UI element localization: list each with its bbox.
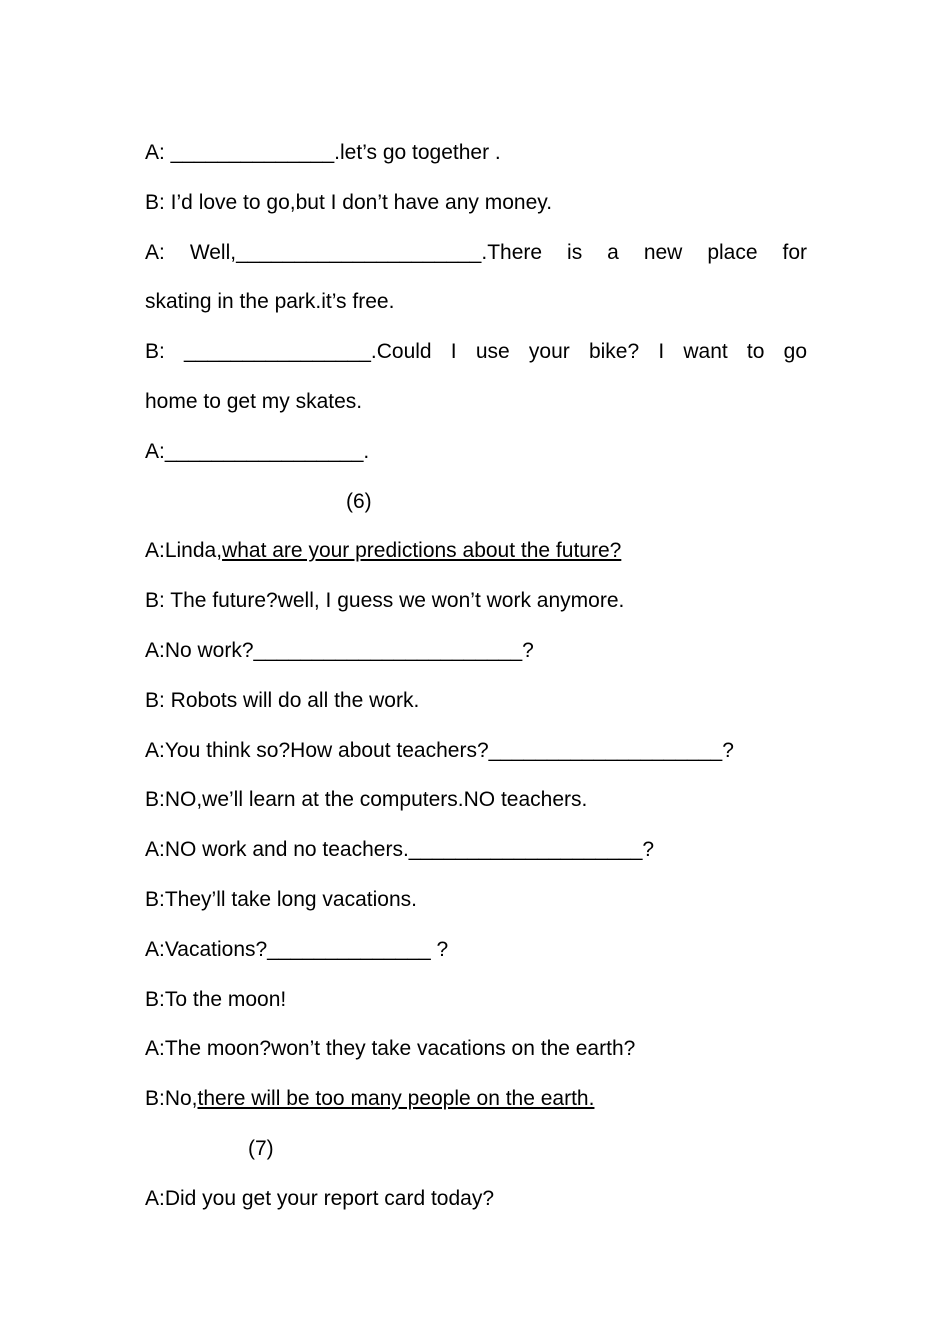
dialogue-line: B:To the moon! <box>145 987 287 1011</box>
dialogue-line: A:The moon?won’t they take vacations on the earth? <box>145 1037 636 1061</box>
underlined-answer: what are your predictions about the future? <box>222 539 622 563</box>
dialogue-line: home to get my skates. <box>145 389 363 413</box>
dialogue-line: A:Did you get your report card today? <box>145 1186 495 1210</box>
section-number: (6) <box>346 489 372 513</box>
dialogue-line: B: I’d love to go,but I don’t have any money. <box>145 190 553 214</box>
dialogue-line: B: The future?well, I guess we won’t work anymore. <box>145 589 625 613</box>
dialogue-line: A:NO work and no teachers.____________________? <box>145 838 655 862</box>
dialogue-line: A:_________________. <box>145 439 370 463</box>
dialogue-line: B:NO,we’ll learn at the computers.NO teachers. <box>145 788 588 812</box>
dialogue-line: A: Well,_____________________.There is a new place for <box>145 240 807 264</box>
dialogue-line: A:Vacations?______________ ? <box>145 937 449 961</box>
document-page <box>145 128 807 1224</box>
section-number: (7) <box>248 1136 274 1160</box>
dialogue-line: A: ______________.let’s go together . <box>145 141 501 164</box>
dialogue-speaker-prefix: B:No, <box>145 1087 198 1111</box>
dialogue-line: B: Robots will do all the work. <box>145 688 420 712</box>
dialogue-line: A:No work?_______________________? <box>145 638 534 662</box>
dialogue-line: B:They’ll take long vacations. <box>145 887 417 911</box>
dialogue-line <box>145 526 807 576</box>
dialogue-line <box>145 1074 807 1124</box>
dialogue-line: A:You think so?How about teachers?____________________? <box>145 738 734 762</box>
dialogue-line: B: ________________.Could I use your bike? I want to go <box>145 340 807 364</box>
dialogue-speaker-prefix: A:Linda, <box>145 539 223 563</box>
underlined-answer: there will be too many people on the earth. <box>197 1087 595 1111</box>
dialogue-line: skating in the park.it’s free. <box>145 290 395 314</box>
